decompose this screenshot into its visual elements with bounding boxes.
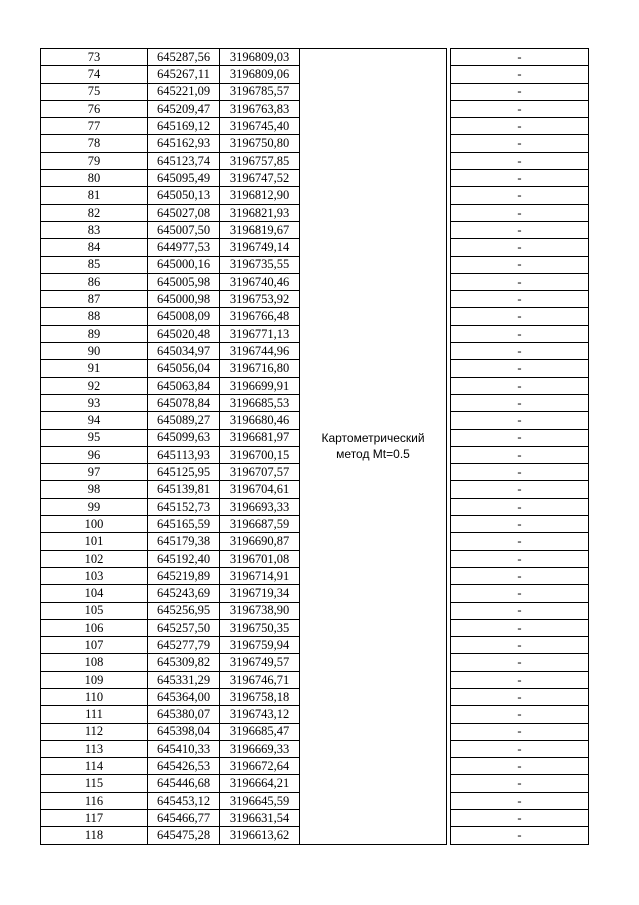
y-coordinate-cell: 3196750,35 [220, 619, 300, 636]
point-number-cell: 79 [41, 152, 148, 169]
y-coordinate-cell: 3196771,13 [220, 325, 300, 342]
x-coordinate-cell: 645453,12 [148, 792, 220, 809]
x-coordinate-cell: 645008,09 [148, 308, 220, 325]
dash-cell: - [451, 792, 589, 809]
x-coordinate-cell: 645364,00 [148, 688, 220, 705]
point-number-cell: 106 [41, 619, 148, 636]
x-coordinate-cell: 645169,12 [148, 118, 220, 135]
point-number-cell: 88 [41, 308, 148, 325]
x-coordinate-cell: 645219,89 [148, 567, 220, 584]
y-coordinate-cell: 3196685,53 [220, 394, 300, 411]
dash-cell: - [451, 100, 589, 117]
x-coordinate-cell: 645089,27 [148, 412, 220, 429]
y-coordinate-cell: 3196735,55 [220, 256, 300, 273]
point-number-cell: 77 [41, 118, 148, 135]
dash-cell: - [451, 446, 589, 463]
x-coordinate-cell: 645034,97 [148, 343, 220, 360]
dash-cell: - [451, 83, 589, 100]
y-coordinate-cell: 3196750,80 [220, 135, 300, 152]
y-coordinate-cell: 3196821,93 [220, 204, 300, 221]
y-coordinate-cell: 3196785,57 [220, 83, 300, 100]
method-text-line: Картометрический [321, 430, 425, 445]
point-number-cell: 115 [41, 775, 148, 792]
x-coordinate-cell: 645256,95 [148, 602, 220, 619]
x-coordinate-cell: 645243,69 [148, 585, 220, 602]
dash-cell: - [451, 740, 589, 757]
x-coordinate-cell: 645277,79 [148, 637, 220, 654]
point-number-cell: 93 [41, 394, 148, 411]
table-row [41, 49, 589, 66]
dash-cell: - [451, 464, 589, 481]
y-coordinate-cell: 3196759,94 [220, 637, 300, 654]
dash-cell: - [451, 152, 589, 169]
x-coordinate-cell: 645139,81 [148, 481, 220, 498]
dash-cell: - [451, 516, 589, 533]
point-number-cell: 105 [41, 602, 148, 619]
x-coordinate-cell: 645380,07 [148, 706, 220, 723]
point-number-cell: 82 [41, 204, 148, 221]
y-coordinate-cell: 3196714,91 [220, 567, 300, 584]
dash-cell: - [451, 66, 589, 83]
point-number-cell: 80 [41, 170, 148, 187]
y-coordinate-cell: 3196809,06 [220, 66, 300, 83]
dash-cell: - [451, 637, 589, 654]
dash-cell: - [451, 135, 589, 152]
dash-cell: - [451, 481, 589, 498]
y-coordinate-cell: 3196685,47 [220, 723, 300, 740]
y-coordinate-cell: 3196745,40 [220, 118, 300, 135]
dash-cell: - [451, 429, 589, 446]
point-number-cell: 102 [41, 550, 148, 567]
dash-cell: - [451, 498, 589, 515]
point-number-cell: 87 [41, 291, 148, 308]
dash-cell: - [451, 412, 589, 429]
dash-cell: - [451, 550, 589, 567]
y-coordinate-cell: 3196719,34 [220, 585, 300, 602]
x-coordinate-cell: 645257,50 [148, 619, 220, 636]
y-coordinate-cell: 3196738,90 [220, 602, 300, 619]
point-number-cell: 92 [41, 377, 148, 394]
point-number-cell: 76 [41, 100, 148, 117]
point-number-cell: 96 [41, 446, 148, 463]
point-number-cell: 81 [41, 187, 148, 204]
dash-cell: - [451, 654, 589, 671]
dash-cell: - [451, 221, 589, 238]
point-number-cell: 75 [41, 83, 148, 100]
y-coordinate-cell: 3196809,03 [220, 49, 300, 66]
y-coordinate-cell: 3196700,15 [220, 446, 300, 463]
x-coordinate-cell: 645192,40 [148, 550, 220, 567]
dash-cell: - [451, 688, 589, 705]
method-text-line: метод Mt=0.5 [336, 447, 410, 462]
y-coordinate-cell: 3196613,62 [220, 827, 300, 844]
y-coordinate-cell: 3196766,48 [220, 308, 300, 325]
y-coordinate-cell: 3196693,33 [220, 498, 300, 515]
dash-cell: - [451, 602, 589, 619]
dash-cell: - [451, 758, 589, 775]
y-coordinate-cell: 3196664,21 [220, 775, 300, 792]
x-coordinate-cell: 645410,33 [148, 740, 220, 757]
dash-cell: - [451, 377, 589, 394]
method-cell [300, 49, 447, 845]
dash-cell: - [451, 533, 589, 550]
coordinates-table [40, 48, 589, 845]
point-number-cell: 74 [41, 66, 148, 83]
y-coordinate-cell: 3196672,64 [220, 758, 300, 775]
dash-cell: - [451, 360, 589, 377]
dash-cell: - [451, 49, 589, 66]
x-coordinate-cell: 645152,73 [148, 498, 220, 515]
y-coordinate-cell: 3196701,08 [220, 550, 300, 567]
point-number-cell: 97 [41, 464, 148, 481]
x-coordinate-cell: 645446,68 [148, 775, 220, 792]
coordinates-table-body [41, 49, 589, 845]
x-coordinate-cell: 645287,56 [148, 49, 220, 66]
point-number-cell: 114 [41, 758, 148, 775]
point-number-cell: 90 [41, 343, 148, 360]
y-coordinate-cell: 3196758,18 [220, 688, 300, 705]
point-number-cell: 84 [41, 239, 148, 256]
dash-cell: - [451, 775, 589, 792]
dash-cell: - [451, 291, 589, 308]
x-coordinate-cell: 645050,13 [148, 187, 220, 204]
y-coordinate-cell: 3196749,14 [220, 239, 300, 256]
dash-cell: - [451, 619, 589, 636]
dash-cell: - [451, 325, 589, 342]
x-coordinate-cell: 645099,63 [148, 429, 220, 446]
x-coordinate-cell: 645125,95 [148, 464, 220, 481]
y-coordinate-cell: 3196749,57 [220, 654, 300, 671]
point-number-cell: 86 [41, 273, 148, 290]
y-coordinate-cell: 3196716,80 [220, 360, 300, 377]
dash-cell: - [451, 723, 589, 740]
point-number-cell: 95 [41, 429, 148, 446]
y-coordinate-cell: 3196740,46 [220, 273, 300, 290]
y-coordinate-cell: 3196763,83 [220, 100, 300, 117]
point-number-cell: 113 [41, 740, 148, 757]
x-coordinate-cell: 644977,53 [148, 239, 220, 256]
x-coordinate-cell: 645123,74 [148, 152, 220, 169]
y-coordinate-cell: 3196757,85 [220, 152, 300, 169]
x-coordinate-cell: 645475,28 [148, 827, 220, 844]
dash-cell: - [451, 567, 589, 584]
dash-cell: - [451, 256, 589, 273]
dash-cell: - [451, 810, 589, 827]
point-number-cell: 73 [41, 49, 148, 66]
y-coordinate-cell: 3196746,71 [220, 671, 300, 688]
y-coordinate-cell: 3196690,87 [220, 533, 300, 550]
y-coordinate-cell: 3196744,96 [220, 343, 300, 360]
point-number-cell: 99 [41, 498, 148, 515]
point-number-cell: 109 [41, 671, 148, 688]
y-coordinate-cell: 3196812,90 [220, 187, 300, 204]
dash-cell: - [451, 585, 589, 602]
point-number-cell: 89 [41, 325, 148, 342]
y-coordinate-cell: 3196753,92 [220, 291, 300, 308]
x-coordinate-cell: 645007,50 [148, 221, 220, 238]
dash-cell: - [451, 118, 589, 135]
x-coordinate-cell: 645000,16 [148, 256, 220, 273]
dash-cell: - [451, 308, 589, 325]
x-coordinate-cell: 645267,11 [148, 66, 220, 83]
x-coordinate-cell: 645179,38 [148, 533, 220, 550]
x-coordinate-cell: 645063,84 [148, 377, 220, 394]
point-number-cell: 111 [41, 706, 148, 723]
y-coordinate-cell: 3196680,46 [220, 412, 300, 429]
x-coordinate-cell: 645426,53 [148, 758, 220, 775]
dash-cell: - [451, 671, 589, 688]
x-coordinate-cell: 645331,29 [148, 671, 220, 688]
point-number-cell: 94 [41, 412, 148, 429]
x-coordinate-cell: 645005,98 [148, 273, 220, 290]
y-coordinate-cell: 3196704,61 [220, 481, 300, 498]
point-number-cell: 78 [41, 135, 148, 152]
point-number-cell: 108 [41, 654, 148, 671]
y-coordinate-cell: 3196819,67 [220, 221, 300, 238]
x-coordinate-cell: 645165,59 [148, 516, 220, 533]
y-coordinate-cell: 3196681,97 [220, 429, 300, 446]
y-coordinate-cell: 3196707,57 [220, 464, 300, 481]
y-coordinate-cell: 3196669,33 [220, 740, 300, 757]
point-number-cell: 116 [41, 792, 148, 809]
x-coordinate-cell: 645466,77 [148, 810, 220, 827]
dash-cell: - [451, 394, 589, 411]
y-coordinate-cell: 3196687,59 [220, 516, 300, 533]
point-number-cell: 91 [41, 360, 148, 377]
x-coordinate-cell: 645309,82 [148, 654, 220, 671]
point-number-cell: 117 [41, 810, 148, 827]
dash-cell: - [451, 170, 589, 187]
x-coordinate-cell: 645221,09 [148, 83, 220, 100]
dash-cell: - [451, 827, 589, 844]
x-coordinate-cell: 645056,04 [148, 360, 220, 377]
x-coordinate-cell: 645162,93 [148, 135, 220, 152]
y-coordinate-cell: 3196631,54 [220, 810, 300, 827]
point-number-cell: 103 [41, 567, 148, 584]
x-coordinate-cell: 645027,08 [148, 204, 220, 221]
x-coordinate-cell: 645113,93 [148, 446, 220, 463]
point-number-cell: 101 [41, 533, 148, 550]
point-number-cell: 118 [41, 827, 148, 844]
dash-cell: - [451, 239, 589, 256]
point-number-cell: 100 [41, 516, 148, 533]
point-number-cell: 112 [41, 723, 148, 740]
y-coordinate-cell: 3196743,12 [220, 706, 300, 723]
y-coordinate-cell: 3196699,91 [220, 377, 300, 394]
point-number-cell: 104 [41, 585, 148, 602]
dash-cell: - [451, 706, 589, 723]
x-coordinate-cell: 645000,98 [148, 291, 220, 308]
x-coordinate-cell: 645209,47 [148, 100, 220, 117]
y-coordinate-cell: 3196645,59 [220, 792, 300, 809]
point-number-cell: 107 [41, 637, 148, 654]
x-coordinate-cell: 645078,84 [148, 394, 220, 411]
point-number-cell: 83 [41, 221, 148, 238]
point-number-cell: 98 [41, 481, 148, 498]
dash-cell: - [451, 343, 589, 360]
dash-cell: - [451, 273, 589, 290]
point-number-cell: 110 [41, 688, 148, 705]
y-coordinate-cell: 3196747,52 [220, 170, 300, 187]
x-coordinate-cell: 645095,49 [148, 170, 220, 187]
x-coordinate-cell: 645398,04 [148, 723, 220, 740]
dash-cell: - [451, 204, 589, 221]
dash-cell: - [451, 187, 589, 204]
x-coordinate-cell: 645020,48 [148, 325, 220, 342]
point-number-cell: 85 [41, 256, 148, 273]
